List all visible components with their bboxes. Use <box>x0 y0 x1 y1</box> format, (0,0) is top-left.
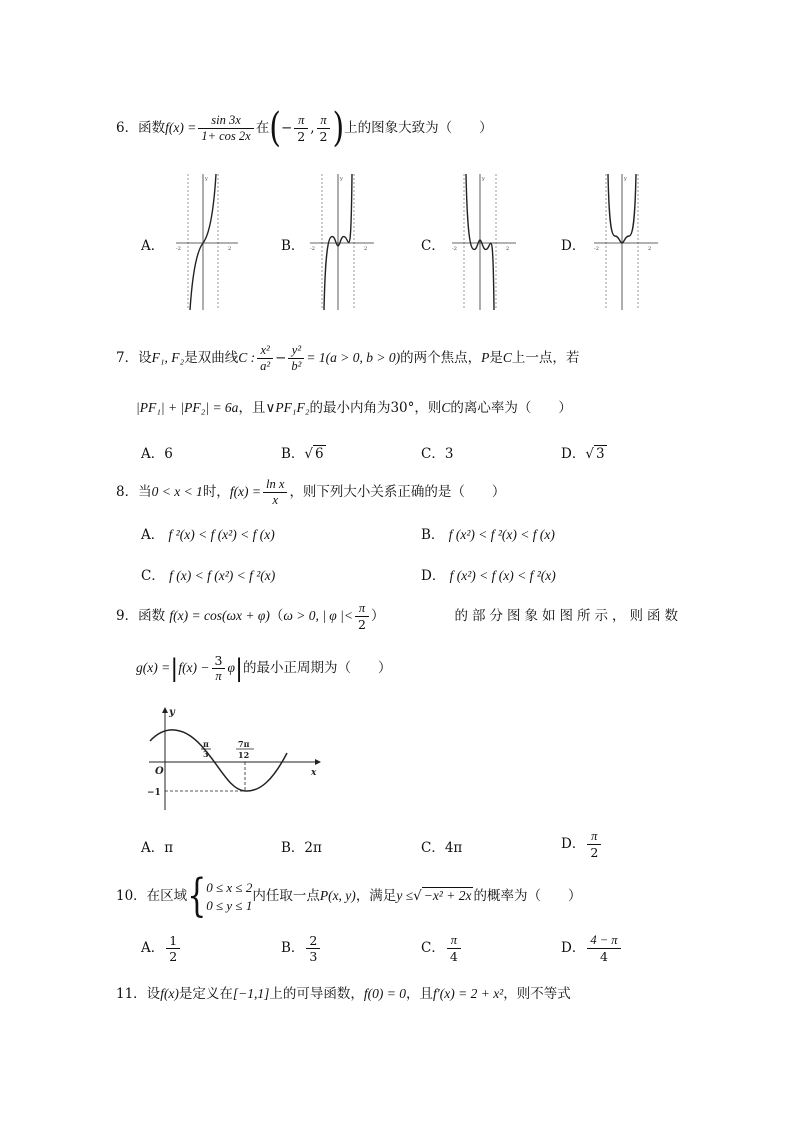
q7-foci: F₁, F₂ <box>151 350 185 365</box>
svg-text:y: y <box>624 176 627 182</box>
cosine-curve <box>150 730 287 791</box>
q6-interval-right: $\frac{\pi}{2}$ <box>317 113 331 144</box>
svg-text:-2: -2 <box>176 246 181 252</box>
q6-right-paren: ) <box>332 104 345 152</box>
q6-graph-d <box>590 170 662 312</box>
svg-text:2: 2 <box>228 246 232 252</box>
tick2-num: 7π <box>238 739 250 749</box>
q9-line2: g(x) =|f(x) − $\frac{3}{\pi}$ φ|的最小正周期为（ ） <box>136 653 392 683</box>
tick2-den: 12 <box>238 750 250 760</box>
y-label: y <box>169 707 175 718</box>
q6-option-c-label: C． <box>421 238 445 254</box>
q6-mid-text: 在 <box>255 120 270 136</box>
tick1-num: π <box>203 739 209 749</box>
q6-graph-c <box>448 170 520 312</box>
q6-option-d-label: D． <box>561 238 586 254</box>
svg-text:2: 2 <box>364 246 368 252</box>
q11-stem: 11．设f(x)是定义在[−1,1]上的可导函数，f(0) = 0，且f′(x) = 2 + x²，则不等式 <box>116 986 571 1002</box>
svg-text:-2: -2 <box>594 246 599 252</box>
q10-option-a: A． $\frac{1}{2}$ <box>141 930 182 966</box>
q6-tail: 上的图象大致为（ ） <box>344 120 493 136</box>
q9-graph <box>145 705 325 815</box>
q9-option-c: C．4π <box>421 840 463 856</box>
origin-label: O <box>155 766 164 777</box>
svg-text:-2: -2 <box>452 246 457 252</box>
q7-line2: |PF₁| + |PF₂| = 6a，且∨PF₁F₂的最小内角为30°，则C的离心率为（ ） <box>136 400 572 416</box>
x-label: x <box>311 768 317 778</box>
q10-option-d: D． $\frac{4 - \pi}{4}$ <box>561 930 623 966</box>
svg-text:y: y <box>340 176 343 182</box>
q7-option-d: D．√ 3 <box>561 446 605 462</box>
q6-fraction: $\frac{\sin 3x}{1+ \cos 2x}$ <box>198 113 253 144</box>
q8-fraction: $\frac{\text{ln x}}{x}$ <box>263 477 287 508</box>
q8-stem: 8．当0 < x < 1时，f(x) = $\frac{\text{ln x}}{x}$ ，则下列大小关系正确的是（ ） <box>116 477 506 507</box>
q7-frac-y: $\frac{\text{y²}}{\text{b²}}$ <box>288 343 304 374</box>
q9-option-a: A．π <box>141 840 174 856</box>
tick1-den: 3 <box>203 749 209 759</box>
neg-one-label: −1 <box>147 788 161 798</box>
q6-number: 6．函数 <box>116 120 166 136</box>
q10-option-c: C． $\frac{\pi}{4}$ <box>421 930 463 966</box>
q8-option-c: C． f (x) < f (x²) < f ²(x) <box>141 568 276 584</box>
q10-region: 0 ≤ x ≤ 2 0 ≤ y ≤ 1 <box>206 879 253 913</box>
q7-frac-x: $\frac{\text{x²}}{\text{a²}}$ <box>257 343 273 374</box>
q8-option-a: A． f ²(x) < f (x²) < f (x) <box>141 527 275 543</box>
q7-line1: 7．设F₁, F₂是双曲线C : $\frac{\text{x²}}{\text{a²}}$ − $\frac{\text{y²}}{\text{b²}}$ = 1(a > 0, b > 0)的两个焦点，P是C上一点，若 <box>116 343 580 373</box>
q6-graph-a <box>172 170 242 312</box>
q8-option-b: B． f (x²) < f ²(x) < f (x) <box>421 527 555 543</box>
svg-text:2: 2 <box>648 246 652 252</box>
svg-text:2: 2 <box>506 246 510 252</box>
q6-option-b-label: B． <box>281 238 305 254</box>
q6-graph-b <box>306 170 378 312</box>
q10-option-b: B． $\frac{2}{3}$ <box>281 930 322 966</box>
x-arrow <box>315 759 321 765</box>
q9-line1: 9．函数 f(x) = cos(ωx + φ)（ω > 0, | φ |< $\frac{\pi}{2}$ ） 的部分图象如图所示，则函数 <box>116 596 682 636</box>
q6-left-paren: ( <box>269 104 281 152</box>
svg-text:y: y <box>482 176 485 182</box>
q9-option-d: D． $\frac{\pi}{2}$ <box>561 826 603 862</box>
q7-option-c: C．3 <box>421 446 454 462</box>
q8-option-d: D． f (x²) < f (x) < f ²(x) <box>421 568 556 584</box>
q9-tail: 的部分图象如图所示，则函数 <box>454 608 682 624</box>
q6-stem: 6．函数f(x) = $\frac{\sin 3x}{1+ \cos 2x}$ 在(− $\frac{\pi}{2}$ , $\frac{\pi}{2}$ )上的图象大致为（ ） <box>116 108 493 148</box>
q7-option-b: B．√ 6 <box>281 446 324 462</box>
q7-option-a: A．6 <box>141 446 173 462</box>
y-arrow <box>162 707 168 713</box>
svg-text:y: y <box>205 176 208 182</box>
svg-text:-2: -2 <box>310 246 315 252</box>
q6-interval-left: $\frac{\pi}{2}$ <box>294 113 308 144</box>
q6-option-a-label: A． <box>141 238 165 254</box>
q9-option-b: B．2π <box>281 840 322 856</box>
q10-stem: 10．在区域{ 0 ≤ x ≤ 2 0 ≤ y ≤ 1 内任取一点P(x, y)，满足y ≤√ −x² + 2x 的概率为（ ） <box>116 869 582 922</box>
q6-function: f(x) = <box>165 120 197 135</box>
